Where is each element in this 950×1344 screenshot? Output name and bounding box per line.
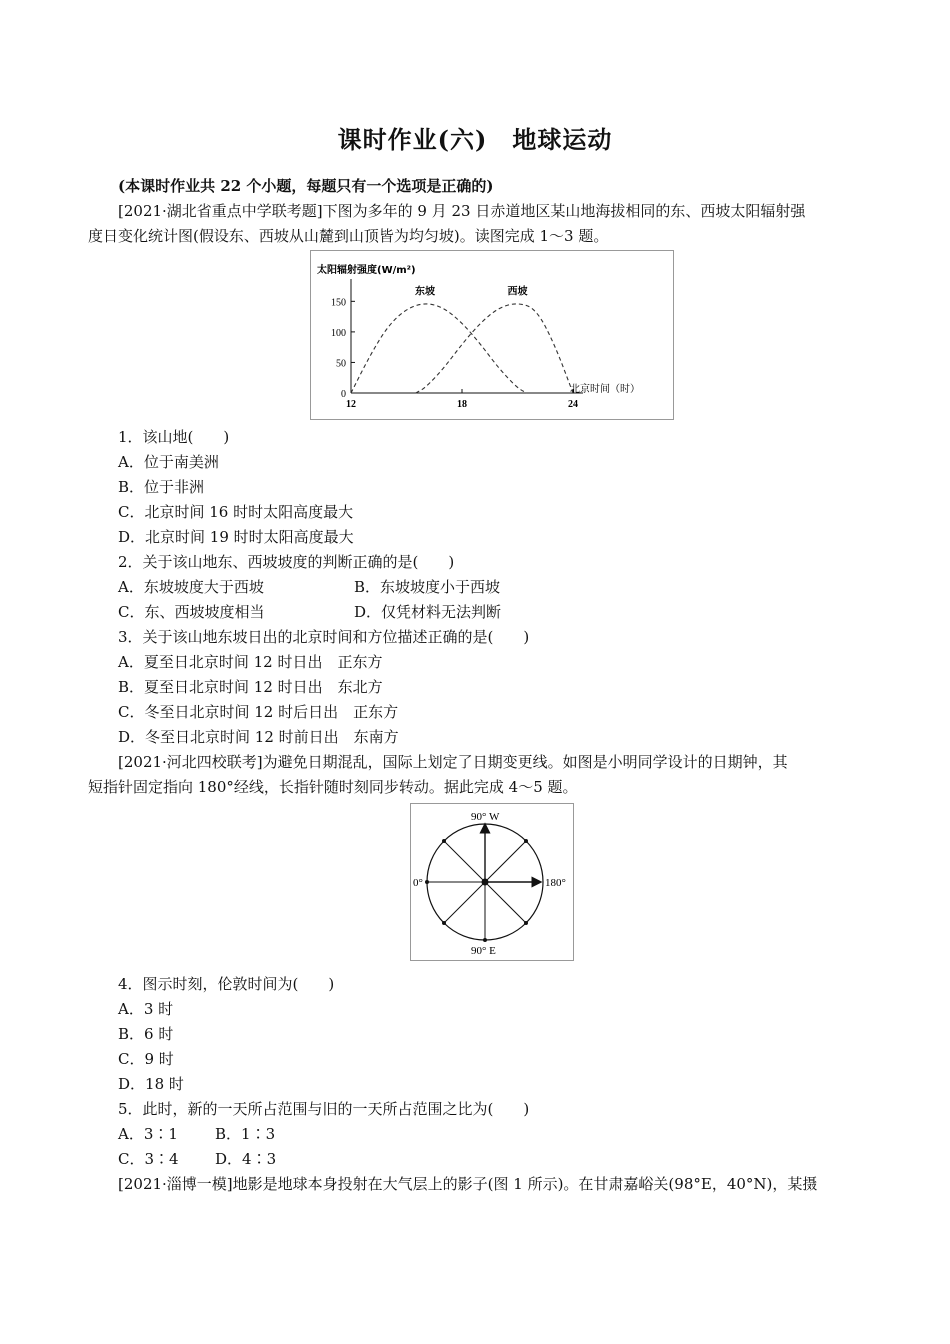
clock-dot [524, 921, 528, 925]
clock-spoke [444, 841, 485, 882]
clock-spoke [485, 882, 526, 923]
series-line-west [416, 304, 573, 393]
clock-dot [425, 880, 429, 884]
clock-label-bottom: 90° E [471, 945, 496, 957]
clock-dot [442, 921, 446, 925]
x-tick-label: 24 [568, 399, 578, 410]
q4-option-b[interactable]: B．6 时 [118, 1025, 174, 1043]
intro3-line1: [2021·淄博一模]地影是地球本身投射在大气层上的影子(图 1 所示)。在甘肃嘉峪关(98°E，40°N)，某摄 [118, 1175, 818, 1193]
series-line-east [351, 304, 527, 393]
x-tick-label: 12 [346, 399, 356, 410]
clock-dot [524, 839, 528, 843]
q5-option-d[interactable]: D．4∶3 [215, 1150, 277, 1168]
q4-option-d[interactable]: D．18 时 [118, 1075, 184, 1093]
q3-stem: 3．关于该山地东坡日出的北京时间和方位描述正确的是( ) [118, 628, 530, 646]
q2-stem: 2．关于该山地东、西坡坡度的判断正确的是( ) [118, 553, 455, 571]
q2-option-c[interactable]: C．东、西坡坡度相当 [118, 603, 265, 621]
assignment-note: (本课时作业共 22 个小题，每题只有一个选项是正确的) [118, 177, 494, 195]
q5-option-a[interactable]: A．3∶1 [118, 1125, 178, 1143]
q2-option-b[interactable]: B．东坡坡度小于西坡 [354, 578, 501, 596]
x-tick-label: 18 [457, 399, 467, 410]
y-tick-label: 50 [336, 358, 346, 370]
q2-option-a[interactable]: A．东坡坡度大于西坡 [118, 578, 264, 596]
clock-center [482, 879, 489, 886]
q3-option-d[interactable]: D．冬至日北京时间 12 时前日出 东南方 [118, 728, 399, 746]
clock-label-left: 0° [413, 877, 423, 889]
y-tick-label: 0 [341, 389, 346, 400]
page-title: 课时作业(六) 地球运动 [337, 125, 613, 154]
series-label: 西坡 [507, 286, 528, 298]
q3-option-b[interactable]: B．夏至日北京时间 12 时日出 东北方 [118, 678, 383, 696]
clock-label-right: 180° [545, 877, 566, 889]
clock-dot [442, 839, 446, 843]
clock-dot [483, 938, 487, 942]
q2-option-d[interactable]: D．仅凭材料无法判断 [354, 603, 502, 621]
q1-option-c[interactable]: C．北京时间 16 时时太阳高度最大 [118, 503, 354, 521]
intro2-line2: 短指针固定指向 180°经线，长指针随时刻同步转动。据此完成 4～5 题。 [88, 778, 578, 796]
date-clock [411, 804, 573, 960]
q4-option-c[interactable]: C．9 时 [118, 1050, 174, 1068]
q3-option-a[interactable]: A．夏至日北京时间 12 时日出 正东方 [118, 653, 383, 671]
q1-option-b[interactable]: B．位于非洲 [118, 478, 205, 496]
series-label: 东坡 [415, 286, 435, 298]
q1-stem: 1．该山地( ) [118, 428, 230, 446]
clock-label-top: 90° W [471, 811, 500, 823]
x-axis-label: 北京时间（时） [570, 384, 640, 395]
q5-stem: 5．此时，新的一天所占范围与旧的一天所占范围之比为( ) [118, 1100, 530, 1118]
q4-stem: 4．图示时刻，伦敦时间为( ) [118, 975, 335, 993]
q1-option-d[interactable]: D．北京时间 19 时时太阳高度最大 [118, 528, 354, 546]
intro2-line1: [2021·河北四校联考]为避免日期混乱，国际上划定了日期变更线。如图是小明同学设计的日期钟，其 [118, 753, 788, 771]
q3-option-c[interactable]: C．冬至日北京时间 12 时后日出 正东方 [118, 703, 399, 721]
clock-spoke [444, 882, 485, 923]
clock-spoke [485, 841, 526, 882]
q1-option-a[interactable]: A．位于南美洲 [118, 453, 219, 471]
q5-option-b[interactable]: B．1∶3 [215, 1125, 276, 1143]
chart-ylabel: 太阳辐射强度(W/m²) [317, 265, 416, 276]
radiation-chart [311, 251, 673, 419]
date-clock-figure [410, 803, 574, 961]
intro1-line1: [2021·湖北省重点中学联考题]下图为多年的 9 月 23 日赤道地区某山地海拔相同的东、西坡太阳辐射强 [118, 202, 806, 220]
radiation-chart-figure [310, 250, 674, 420]
y-tick-label: 150 [331, 297, 346, 309]
intro1-line2: 度日变化统计图(假设东、西坡从山麓到山顶皆为均匀坡)。读图完成 1～3 题。 [88, 227, 609, 245]
y-tick-label: 100 [331, 327, 346, 339]
q5-option-c[interactable]: C．3∶4 [118, 1150, 179, 1168]
q4-option-a[interactable]: A．3 时 [118, 1000, 174, 1018]
